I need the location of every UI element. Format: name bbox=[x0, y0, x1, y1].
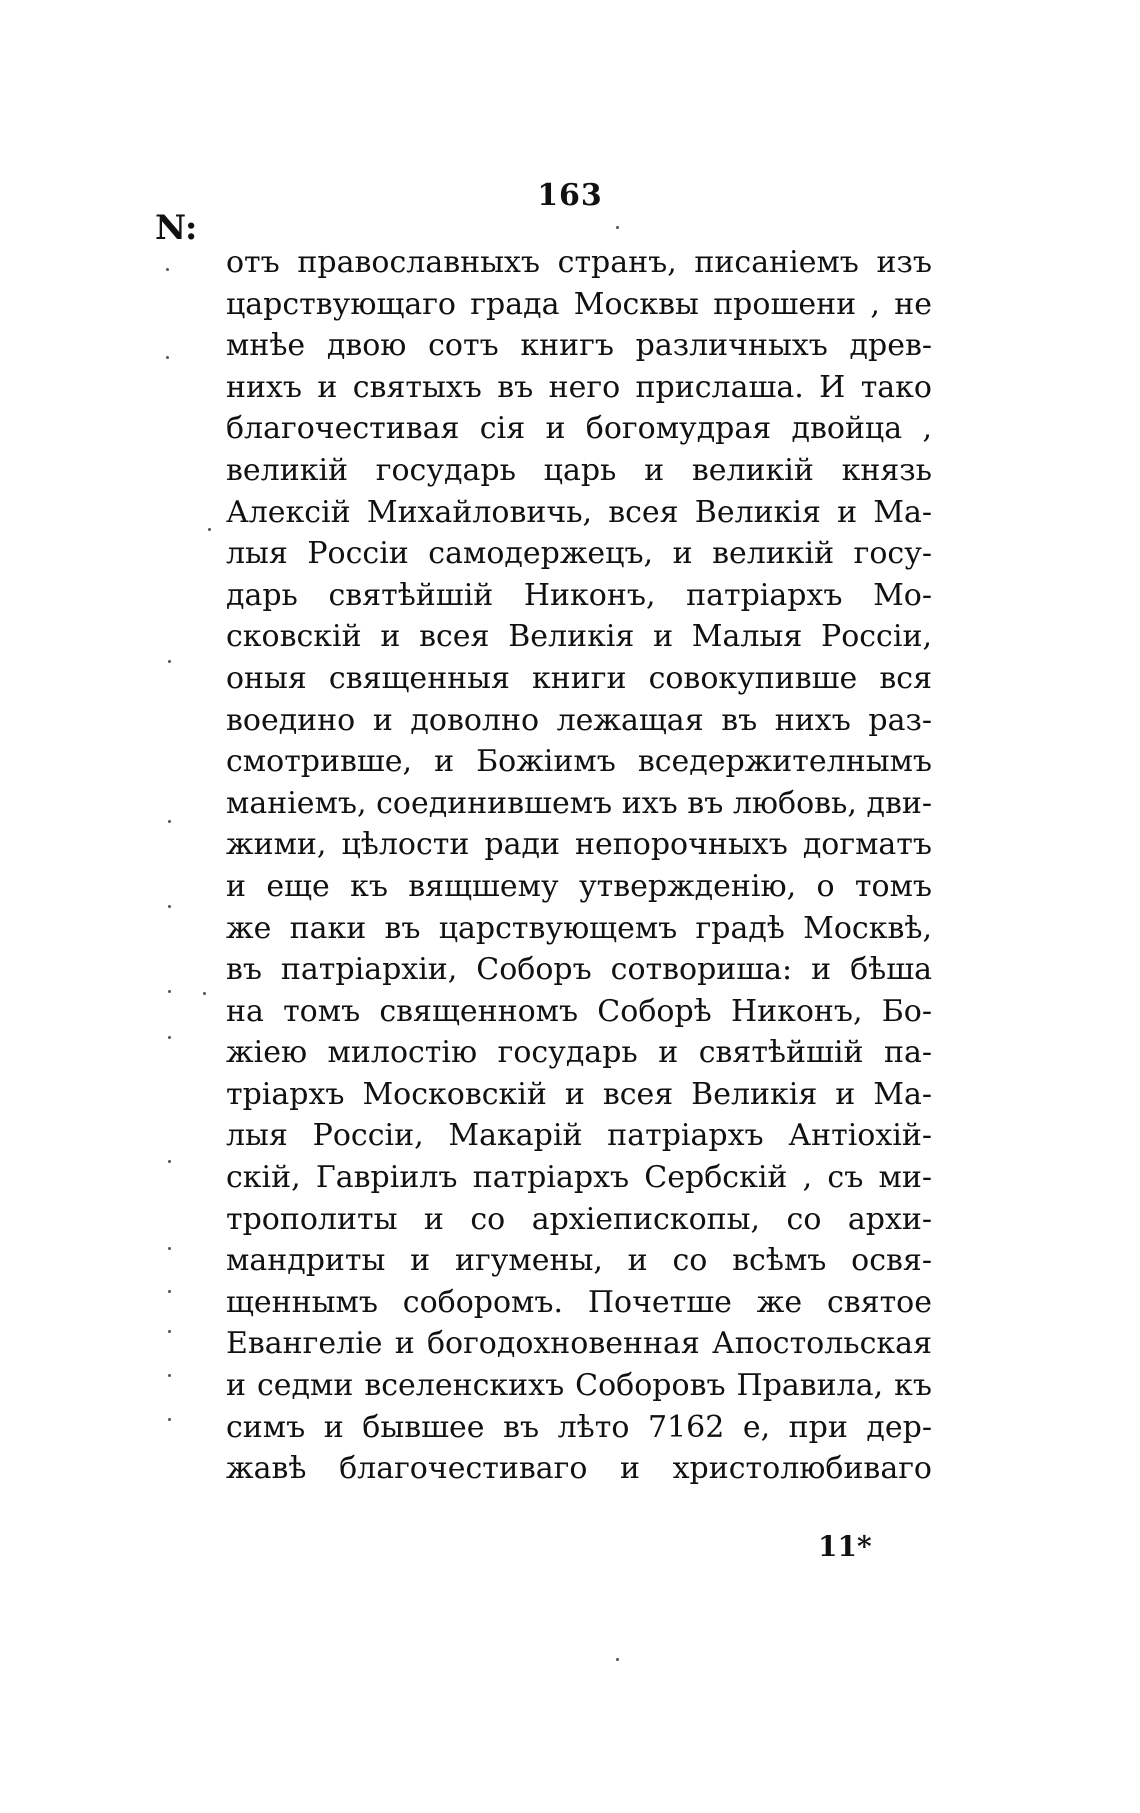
text-line: жими, цѣлости ради непорочныхъ догматъ bbox=[226, 827, 932, 863]
printer-signature-mark: 11* bbox=[818, 1530, 872, 1563]
scan-speck bbox=[208, 528, 211, 531]
text-line: жіею милостію государь и святѣйшій па- bbox=[226, 1035, 932, 1071]
text-line: дарь святѣйшій Никонъ, патріархъ Мо- bbox=[226, 577, 932, 613]
scan-speck bbox=[168, 1374, 171, 1377]
text-line: же паки въ царствующемъ градѣ Москвѣ, bbox=[226, 910, 932, 946]
text-line: маніемъ, соединившемъ ихъ въ любовь, дви- bbox=[226, 785, 932, 821]
scan-speck bbox=[168, 990, 171, 993]
text-line: лыя Россіи, Макарій патріархъ Антіохій- bbox=[226, 1118, 932, 1154]
scan-speck bbox=[168, 660, 171, 663]
scan-speck bbox=[616, 1658, 619, 1661]
text-line: Евангеліе и богодохновенная Апостольская bbox=[226, 1326, 932, 1362]
text-line: щеннымъ соборомъ. Почетше же святое bbox=[226, 1284, 932, 1320]
text-line: великій государь царь и великій князь bbox=[226, 452, 932, 488]
scan-speck bbox=[168, 1418, 171, 1421]
scan-speck bbox=[168, 1160, 171, 1163]
text-line: благочестивая сія и богомудрая двойца , bbox=[226, 411, 932, 447]
text-line: скій, Гавріилъ патріархъ Сербскій , съ ми- bbox=[226, 1160, 932, 1196]
text-line: и седми вселенскихъ Соборовъ Правила, къ bbox=[226, 1368, 932, 1404]
scan-speck bbox=[168, 1247, 171, 1250]
scan-speck bbox=[203, 992, 206, 995]
scan-speck bbox=[168, 820, 171, 823]
scan-speck bbox=[168, 1290, 171, 1293]
scan-speck bbox=[166, 356, 169, 359]
text-line: трополиты и со архіепископы, со архи- bbox=[226, 1201, 932, 1237]
text-line: нихъ и святыхъ въ него прислаша. И тако bbox=[226, 369, 932, 405]
text-line: воедино и доволно лежащая въ нихъ раз- bbox=[226, 702, 932, 738]
page-number: 163 bbox=[537, 178, 603, 213]
text-line: мандриты и игумены, и со всѣмъ освя- bbox=[226, 1243, 932, 1279]
text-line: царствующаго града Москвы прошени , не bbox=[226, 286, 932, 322]
text-line: жавѣ благочестиваго и христолюбиваго bbox=[226, 1451, 932, 1487]
scan-speck bbox=[168, 905, 171, 908]
text-line: тріархъ Московскій и всея Великія и Ма- bbox=[226, 1076, 932, 1112]
scan-speck bbox=[168, 1330, 171, 1333]
margin-marker: N: bbox=[155, 208, 198, 248]
text-line: въ патріархіи, Соборъ сотвориша: и бѣша bbox=[226, 952, 932, 988]
body-text bbox=[226, 242, 932, 1490]
scan-speck bbox=[616, 226, 619, 229]
text-line: Алексій Михайловичь, всея Великія и Ма- bbox=[226, 494, 932, 530]
text-line: на томъ священномъ Соборѣ Никонъ, Бо- bbox=[226, 993, 932, 1029]
text-line: отъ православныхъ странъ, писаніемъ изъ bbox=[226, 245, 932, 280]
text-line: оныя священныя книги совокупивше вся bbox=[226, 660, 932, 696]
text-line: симъ и бывшее въ лѣто 7162 е, при дер- bbox=[226, 1409, 932, 1445]
text-line: сковскій и всея Великія и Малыя Россіи, bbox=[226, 619, 932, 655]
text-line: и еще къ вящшему утвержденію, о томъ bbox=[226, 868, 932, 904]
text-line: лыя Россіи самодержецъ, и великій госу- bbox=[226, 536, 932, 572]
text-line: смотривше, и Божіимъ вседержителнымъ bbox=[226, 744, 932, 780]
text-line: мнѣе двою сотъ книгъ различныхъ древ- bbox=[226, 328, 932, 364]
scan-speck bbox=[168, 1036, 171, 1039]
scan-speck bbox=[166, 268, 169, 271]
